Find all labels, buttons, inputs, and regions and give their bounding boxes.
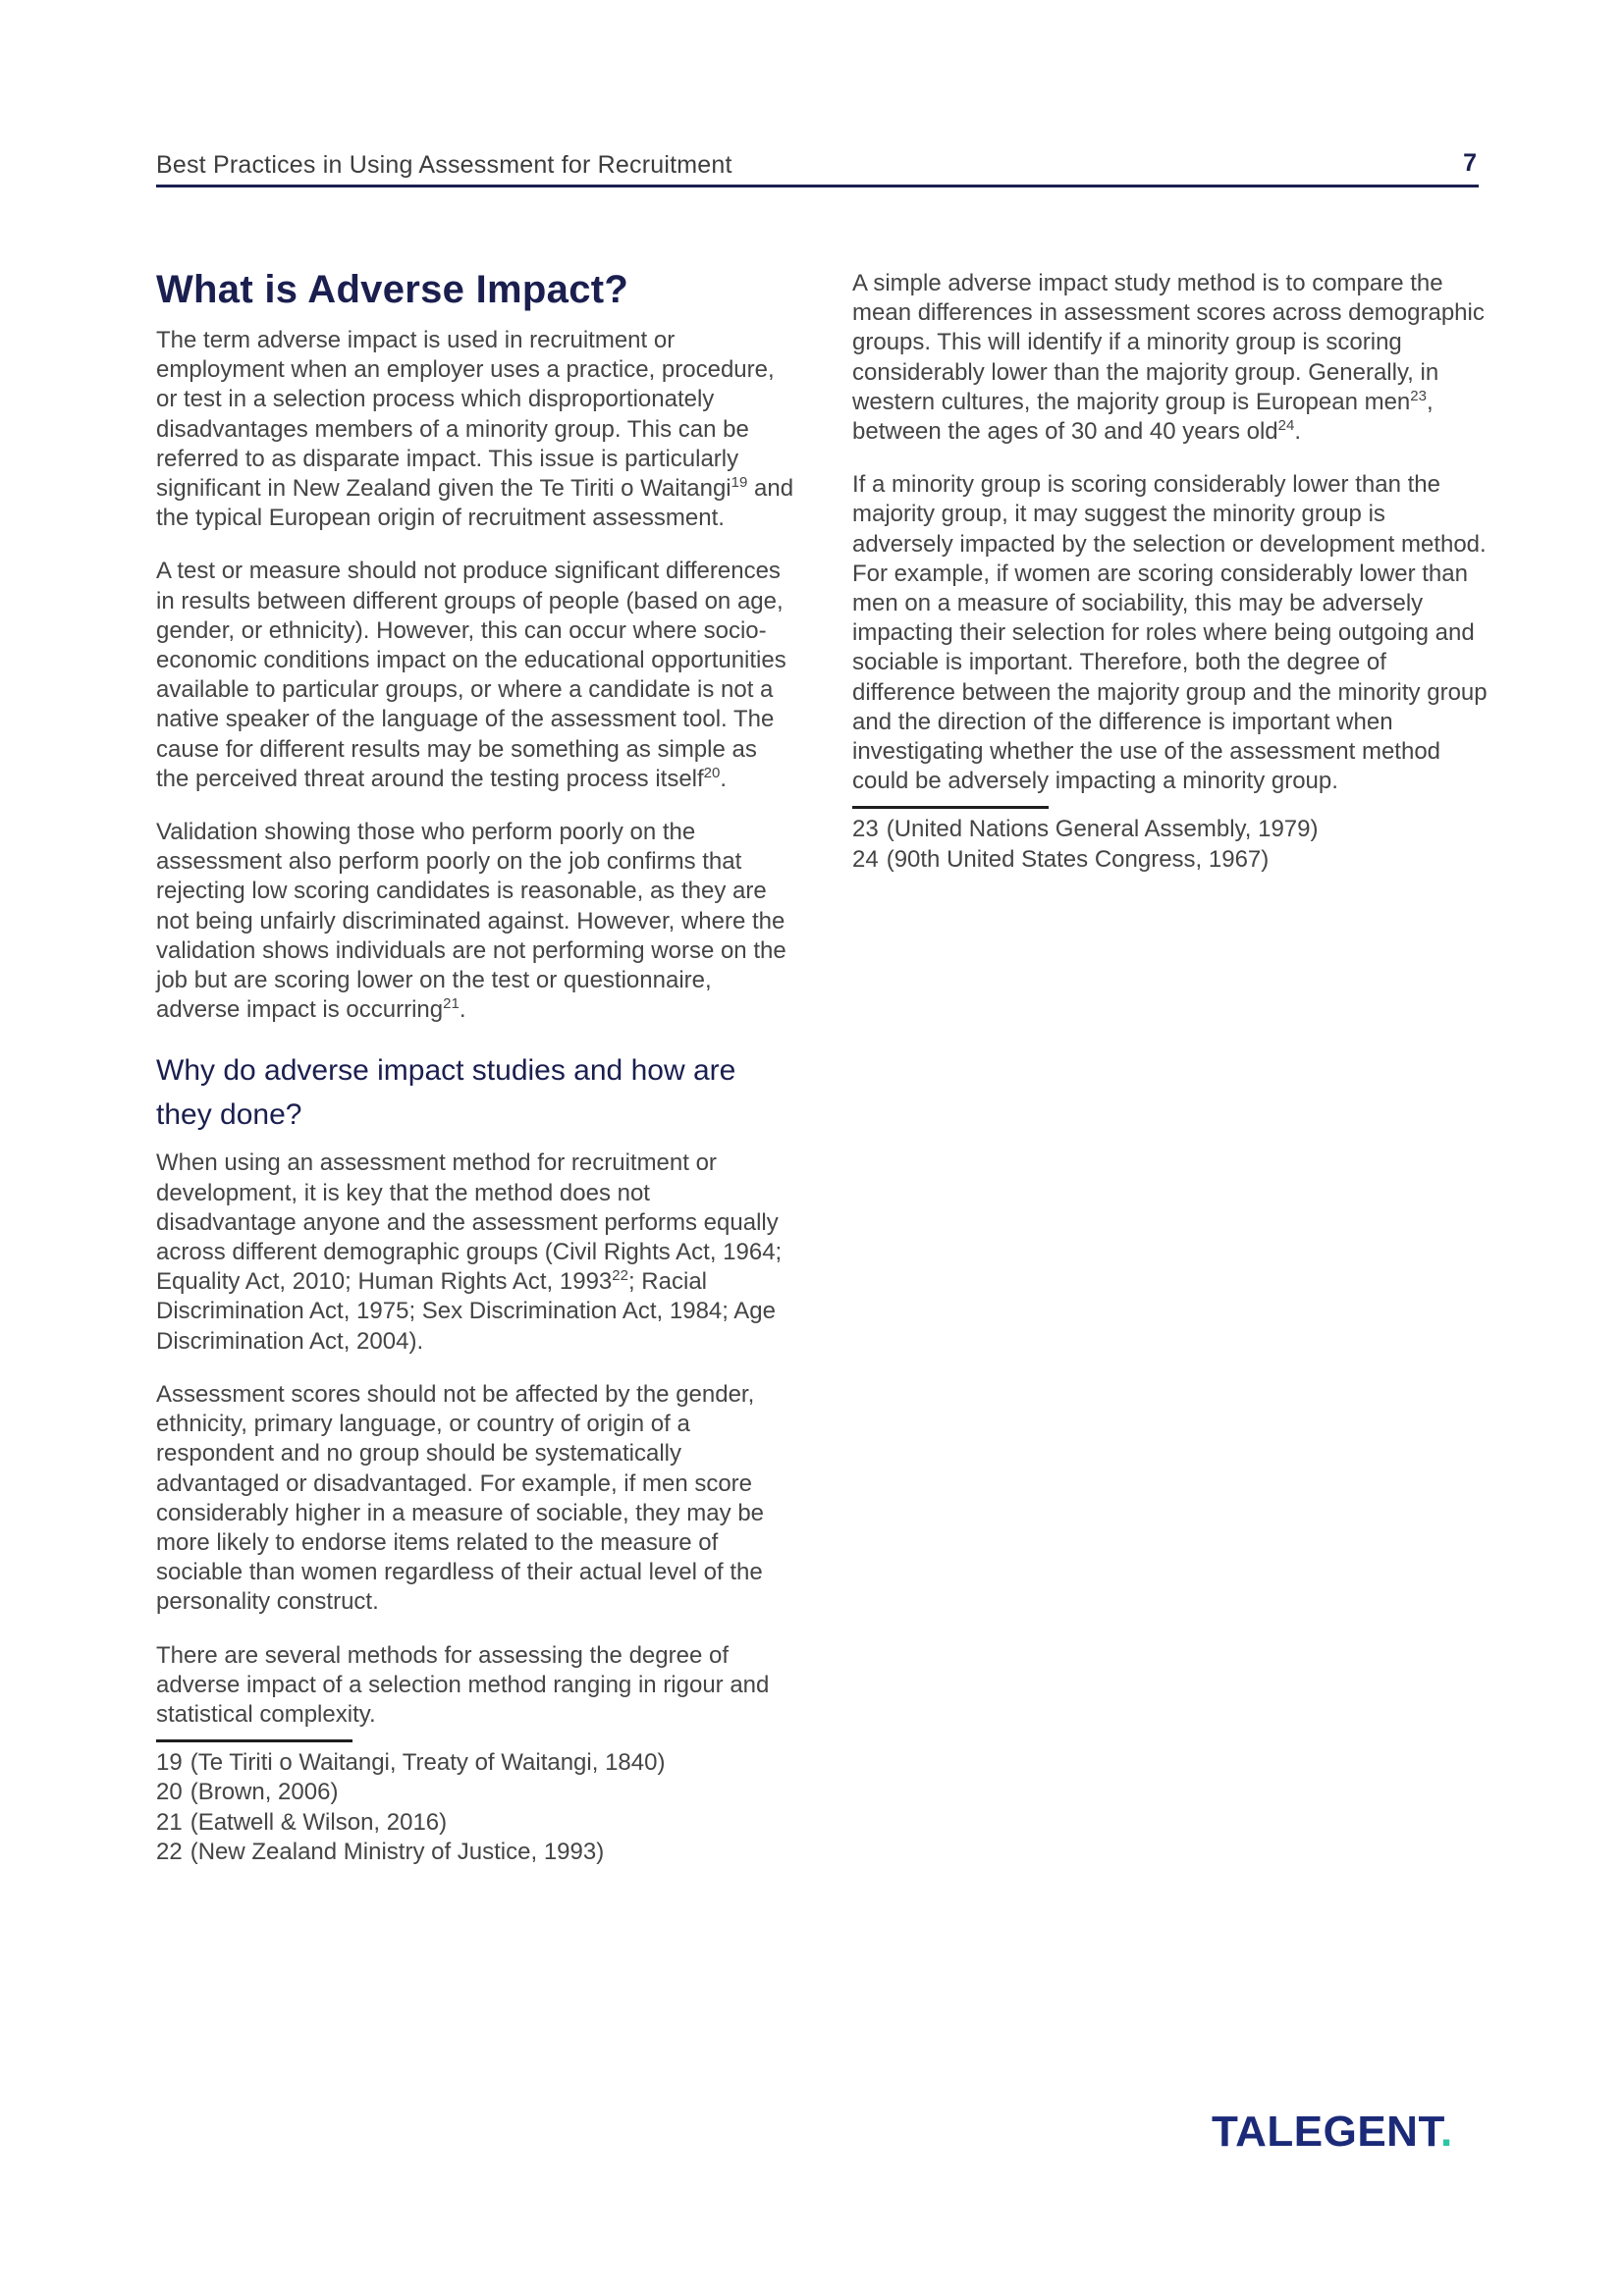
footnote-ref[interactable]: 22 xyxy=(612,1267,628,1285)
subsection-heading: Why do adverse impact studies and how are they done? xyxy=(156,1054,736,1132)
footnote-ref[interactable]: 23 xyxy=(1410,387,1427,404)
footnote-divider xyxy=(852,806,1049,809)
paragraph-test-measure: A test or measure should not produce significant differences in results between different groups of people (based on age, gender, or ethnicity). However, this can occur where socio-economic conditions impact on the educational opportunities available to particular groups, or where a candidate is not a native speaker of the language of the assessment tool. The cause for different results may be something as simple as the perceived threat around the testing process itself$^{20}$. xyxy=(156,558,786,792)
right-column xyxy=(852,269,1490,875)
footnote-item: 21 (Eatwell & Wilson, 2016) xyxy=(156,1808,448,1836)
paragraph-definition: The term adverse impact is used in recruitment or employment when an employer uses a practice, procedure, or test in a selection process which disproportionately disadvantages members of a minority group. This can be referred to as disparate impact. This issue is particularly significant in New Zealand given the Te Tiriti o Waitangi$^{19}$ and the typical European origin of recruitment assessment. xyxy=(156,327,794,532)
page-header xyxy=(156,147,1479,188)
footnote-item: 20 (Brown, 2006) xyxy=(156,1779,339,1806)
footnote-item: 23 (United Nations General Assembly, 1979) xyxy=(852,816,1319,843)
footnotes-left xyxy=(156,1748,794,1867)
footnote-ref[interactable]: 21 xyxy=(443,995,460,1013)
paragraph-study-method: A simple adverse impact study method is to compare the mean differences in assessment scores across demographic groups. This will identify if a minority group is scoring considerably lower than the majority group. Generally, in western cultures, the majority group is European men$^{23}$, between the ages of 30 and 40 years old$^{24}$. xyxy=(852,270,1485,446)
footnote-item: 22 (New Zealand Ministry of Justice, 1993) xyxy=(156,1838,605,1865)
document-title: Best Practices in Using Assessment for Recruitment xyxy=(156,151,732,179)
paragraph-legislation: When using an assessment method for recruitment or development, it is key that the method does not disadvantage anyone and the assessment performs equally across different demographic groups (Civil Rights Act, 1964; Equality Act, 2010; Human Rights Act, 1993$^{22}$; Racial Discrimination Act, 1975; Sex Discrimination Act, 1984; Age Discrimination Act, 2004). xyxy=(156,1149,783,1355)
page-number: 7 xyxy=(1463,149,1477,177)
paragraph-validation: Validation showing those who perform poorly on the assessment also perform poorly on the job confirms that rejecting low scoring candidates is reasonable, as they are not being unfairly discriminated against. However, where the validation shows individuals are not performing worse on the job but are scoring lower on the test or questionnaire, adverse impact is occurring$^{21}$. xyxy=(156,819,786,1024)
footnote-ref[interactable]: 20 xyxy=(703,764,721,781)
footnote-ref[interactable]: 24 xyxy=(1277,417,1295,435)
talegent-logo: TALEGENT. xyxy=(1212,2108,1453,2156)
left-column xyxy=(156,263,794,1867)
footnote-item: 24 (90th United States Congress, 1967) xyxy=(852,845,1270,873)
footnote-ref[interactable]: 19 xyxy=(731,474,748,492)
section-heading: What is Adverse Impact? xyxy=(156,268,629,311)
header-divider xyxy=(156,185,1479,187)
paragraph-assessment-scores: Assessment scores should not be affected by the gender, ethnicity, primary language, or country of origin of a respondent and no group should be systematically advantaged or disadvantaged. For example, if men score considerably higher in a measure of sociable, they may be more likely to endorse items related to the measure of sociable than women regardless of their actual level of the personality construct. xyxy=(156,1380,765,1616)
paragraph-methods: There are several methods for assessing the degree of adverse impact of a selection method ranging in rigour and statistical complexity. xyxy=(156,1641,770,1728)
footnote-item: 19 (Te Tiriti o Waitangi, Treaty of Waitangi, 1840) xyxy=(156,1749,666,1777)
footnote-divider xyxy=(156,1739,352,1742)
paragraph-minority-group: If a minority group is scoring considerably lower than the majority group, it may suggest the minority group is adversely impacted by the selection or development method. For example, if women are scoring considerably lower than men on a measure of sociability, this may be adversely impacting their selection for roles where being outgoing and sociable is important. Therefore, both the degree of difference between the majority group and the minority group and the direction of the difference is important when investigating whether the use of the assessment method could be adversely impacting a minority group. xyxy=(852,471,1488,795)
footnotes-right xyxy=(852,815,1490,874)
